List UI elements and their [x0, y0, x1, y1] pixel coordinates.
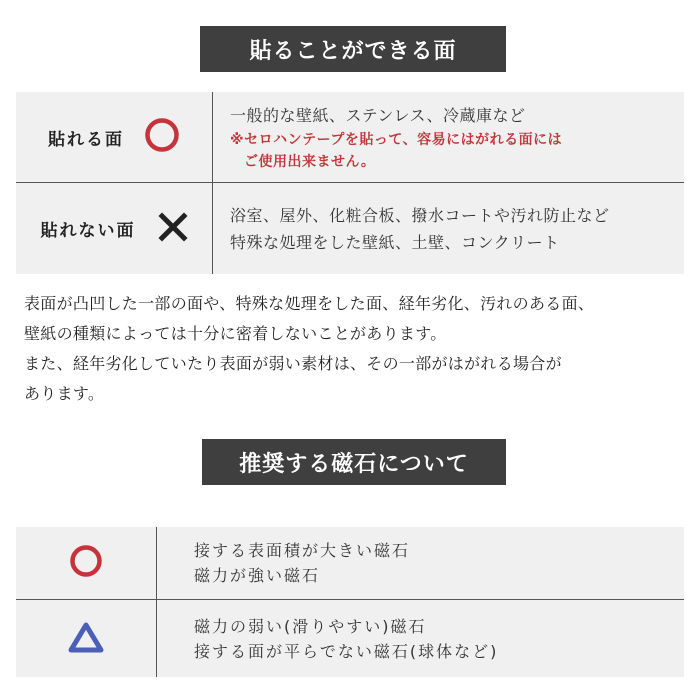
warning-note-line: ※セロハンテープを貼って、容易にはがれる面には	[230, 131, 563, 148]
row-label-cell	[16, 183, 212, 274]
magnet-table	[16, 527, 684, 677]
row-mark-cell	[16, 600, 156, 677]
section-title-magnets: 推奨する磁石について	[202, 439, 506, 485]
triangle-icon	[67, 620, 105, 658]
row-mark-cell	[16, 527, 156, 599]
paragraph-line: また、経年劣化していたり表面が弱い素材は、その一部がはがれる場合が	[24, 354, 562, 373]
circle-icon	[144, 117, 180, 157]
row-label-cell	[16, 92, 212, 182]
surface-list-text: 特殊な処理をした壁紙、土壁、コンクリート	[230, 232, 560, 252]
magnet-text: 接する表面積が大きい磁石	[194, 541, 411, 560]
table-row-stickable	[16, 92, 684, 182]
magnet-text: 磁力の弱い(滑りやすい)磁石	[194, 616, 427, 636]
cross-icon	[158, 212, 188, 246]
surface-table	[16, 92, 684, 274]
magnet-text: 磁力が強い磁石	[194, 566, 321, 585]
surface-list-text: 浴室、屋外、化粧合板、撥水コートや汚れ防止など	[230, 205, 610, 225]
table-row-not-stickable	[16, 183, 684, 274]
circle-icon	[69, 544, 103, 582]
row-content-cell	[194, 600, 664, 677]
paragraph-line: あります。	[24, 384, 105, 403]
paragraph-line: 壁紙の種類によっては十分に密着しないことがあります。	[24, 324, 447, 343]
paragraph-line: 表面が凸凹した一部の面や、特殊な処理をした面、経年劣化、汚れのある面、	[24, 294, 595, 313]
table-row-caution	[16, 600, 684, 677]
table-row-recommended	[16, 527, 684, 599]
row-label-not-stickable: 貼れない面	[40, 221, 136, 241]
row-content-cell	[230, 183, 680, 274]
row-content-cell	[194, 527, 664, 599]
section-title-surfaces: 貼ることができる面	[200, 26, 506, 72]
surface-list-text: 一般的な壁紙、ステンレス、冷蔵庫など	[230, 105, 526, 125]
magnet-text: 接する面が平らでない磁石(球体など)	[194, 641, 499, 661]
row-label-stickable: 貼れる面	[48, 129, 124, 150]
row-content-cell	[230, 92, 680, 182]
caution-paragraph	[24, 289, 684, 409]
warning-note-line: ご使用出来ません。	[244, 153, 376, 170]
